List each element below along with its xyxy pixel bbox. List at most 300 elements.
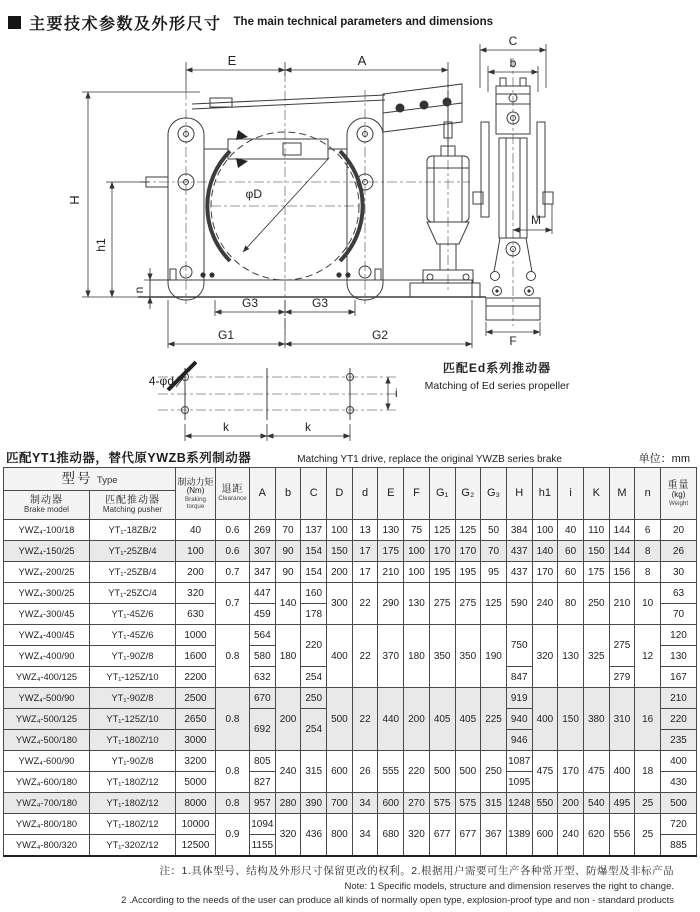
table-cell: 405 [455,688,481,751]
table-cell: 70 [661,604,697,625]
table-cell: 170 [455,541,481,562]
table-cell: 827 [250,772,276,793]
table-cell: 40 [558,520,584,541]
header-pusher-en: Matching pusher [102,505,163,515]
table-cell: 325 [583,625,609,688]
dim-label-H: H [67,195,82,205]
table-cell: 22 [352,625,378,688]
table-cell: 167 [661,667,697,688]
table-cell: YWZ₄-800/180 [4,814,90,835]
header-dim-M: M [609,468,635,520]
header-dim-G2: G₂ [455,468,481,520]
header-weight-zh: 重量 [667,480,690,492]
table-cell: 178 [301,604,327,625]
table-cell: 310 [609,688,635,751]
table-cell: 437 [506,562,532,583]
dim-label-C: C [508,34,518,48]
table-cell: 200 [558,793,584,814]
header-type [4,468,176,491]
table-cell: 60 [558,562,584,583]
header-clearance-en: Clearance [218,495,247,503]
header-dim-n: n [635,468,661,520]
table-cell: 34 [352,793,378,814]
technical-drawing [0,34,700,447]
parameters-table [3,467,697,857]
dim-label-h1: h1 [94,238,108,252]
table-cell: YT₁-180Z/12 [90,814,176,835]
table-cell: 22 [352,583,378,625]
table-cell: 0.8 [216,793,250,814]
note-en-2: 2 .According to the needs of the user can produce all kinds of normally open type, explosion-proof type and non - standard products [121,894,674,906]
table-cell: 254 [301,667,327,688]
table-cell: 320 [532,625,558,688]
dim-label-G3-right: G3 [311,296,329,310]
dim-label-G1: G1 [217,328,235,342]
table-cell: 275 [609,625,635,667]
table-row [4,793,697,814]
table-cell: 235 [661,730,697,751]
table-cell: 12500 [176,835,216,857]
table-cell: 130 [378,520,404,541]
table-cell: 170 [558,751,584,793]
table-cell: YT₁-90Z/8 [90,688,176,709]
table-cell: 275 [455,583,481,625]
dim-label-F: F [509,334,517,348]
table-cell: 600 [327,751,353,793]
table-cell: 367 [481,814,507,857]
table-cell: 290 [378,583,404,625]
table-cell: 630 [176,604,216,625]
table-cell: YWZ₄-300/45 [4,604,90,625]
table-cell: 130 [404,583,430,625]
table-cell: 250 [481,751,507,793]
table-cell: 0.7 [216,583,250,625]
table-cell: 100 [176,541,216,562]
table-cell: 500 [455,751,481,793]
table-cell: 195 [429,562,455,583]
table-cell: 315 [481,793,507,814]
table-cell: 500 [327,688,353,751]
table-cell: 156 [609,562,635,583]
table-cell: 210 [378,562,404,583]
table-cell: 225 [481,688,507,751]
table-cell: 692 [250,709,276,751]
table-cell: YWZ₄-100/18 [4,520,90,541]
table-cell: 180 [275,625,301,688]
table-cell: 140 [532,541,558,562]
table-cell: 144 [609,541,635,562]
table-cell: 75 [404,520,430,541]
table-cell: 670 [250,688,276,709]
header-pusher-zh: 匹配推动器 [105,495,160,507]
table-cell: 280 [275,793,301,814]
table-cell: 269 [250,520,276,541]
table-row [4,562,697,583]
table-cell: 946 [506,730,532,751]
header-clearance [216,468,250,520]
dim-label-A: A [357,53,367,68]
table-cell: YWZ₄-600/180 [4,772,90,793]
table-cell: 70 [275,520,301,541]
table-cell: 437 [506,541,532,562]
table-cell: YWZ₄-400/125 [4,667,90,688]
table-cell: 100 [327,520,353,541]
table-cell: 60 [558,541,584,562]
table-cell: 320 [404,814,430,857]
table-cell: 175 [583,562,609,583]
table-cell: 750 [506,625,532,667]
table-cell: 847 [506,667,532,688]
table-cell: 140 [275,583,301,625]
table-cell: 540 [583,793,609,814]
table-cell: 130 [661,646,697,667]
table-cell: 100 [404,562,430,583]
table-cell: 17 [352,541,378,562]
table-cell: YWZ₄-400/90 [4,646,90,667]
table-cell: 1094 [250,814,276,835]
dim-label-k-left: k [223,420,229,434]
header-torque-unit: (Nm) [186,486,205,496]
table-cell: YT₁-180Z/12 [90,793,176,814]
table-cell: 175 [378,541,404,562]
dim-label-M: M [531,213,541,227]
table-cell: 0.8 [216,625,250,688]
table-cell: YT₁-180Z/12 [90,772,176,793]
table-cell: 70 [481,541,507,562]
table-cell: 347 [250,562,276,583]
header-dim-F: F [404,468,430,520]
table-cell: YWZ₄-500/180 [4,730,90,751]
table-cell: 250 [301,688,327,709]
plan-view [168,362,354,420]
table-cell: 447 [250,583,276,604]
table-cell: YWZ₄-800/320 [4,835,90,857]
table-cell: 10 [635,583,661,625]
table-cell: 95 [481,562,507,583]
table-cell: 436 [301,814,327,857]
section-title [0,0,700,34]
table-cell: 1155 [250,835,276,857]
table-unit: 单位：mm [638,453,690,465]
table-cell: 154 [301,541,327,562]
table-cell: 307 [250,541,276,562]
table-cell: YT₁-25ZB/4 [90,541,176,562]
header-dim-h1: h1 [532,468,558,520]
table-row [4,583,697,604]
table-cell: 80 [558,583,584,625]
header-dim-G1: G₁ [429,468,455,520]
table-cell: 220 [661,709,697,730]
table-cell: YWZ₄-400/45 [4,625,90,646]
table-cell: 90 [275,541,301,562]
table-cell: 600 [378,793,404,814]
table-cell: 270 [404,793,430,814]
note-en-1: Note: 1 Specific models, structure and dimension reserves the right to change. [344,880,674,892]
table-cell: 110 [583,520,609,541]
table-cell: YT₁-125Z/10 [90,709,176,730]
dim-label-n: n [132,286,146,294]
table-cell: 63 [661,583,697,604]
table-cell: 315 [301,751,327,793]
header-matching-pusher [90,491,176,520]
dim-label-i: i [395,386,398,400]
table-caption-en: Matching YT1 drive, replace the original YWZB series brake [297,454,562,465]
table-cell: 1248 [506,793,532,814]
header-dim-C: C [301,468,327,520]
table-cell: 720 [661,814,697,835]
dim-label-E: E [227,53,237,68]
dim-label-holes: 4-φd [148,374,174,388]
header-type-en: Type [96,475,118,487]
table-cell: 0.8 [216,751,250,793]
table-cell: 200 [176,562,216,583]
table-cell: 170 [429,541,455,562]
header-brake-zh: 制动器 [30,495,63,507]
header-dim-d: d [352,468,378,520]
table-cell: 100 [404,541,430,562]
table-cell: 13 [352,520,378,541]
table-cell: 575 [455,793,481,814]
table-cell: 275 [429,583,455,625]
table-cell: 600 [532,814,558,857]
table-cell: 459 [250,604,276,625]
table-cell: 100 [532,520,558,541]
table-cell: 6 [635,520,661,541]
header-dim-K: K [583,468,609,520]
table-cell: YWZ₄-150/25 [4,541,90,562]
table-cell: 144 [609,520,635,541]
table-cell: 500 [429,751,455,793]
header-type-zh: 型号 [61,471,93,487]
table-cell: 17 [352,562,378,583]
table-cell: 1600 [176,646,216,667]
table-cell: 8 [635,562,661,583]
table-cell: 564 [250,625,276,646]
table-cell: YWZ₄-700/180 [4,793,90,814]
table-cell: 350 [455,625,481,688]
table-cell: YT₁-25ZB/4 [90,562,176,583]
table-row [4,814,697,835]
table-cell: 50 [481,520,507,541]
table-cell: 885 [661,835,697,857]
header-dim-H: H [506,468,532,520]
table-cell: YWZ₄-200/25 [4,562,90,583]
table-cell: 150 [583,541,609,562]
page-title-en: The main technical parameters and dimensions [233,16,493,28]
table-cell: 500 [661,793,697,814]
table-cell: YT₁-45Z/6 [90,604,176,625]
header-dim-i: i [558,468,584,520]
table-cell: 550 [532,793,558,814]
front-view [138,84,486,300]
table-cell: 16 [635,688,661,751]
table-cell: 555 [378,751,404,793]
table-cell: 2650 [176,709,216,730]
table-cell: 400 [532,688,558,751]
notes [0,857,700,907]
header-dim-D: D [327,468,353,520]
header-weight [661,468,697,520]
table-cell: 300 [327,583,353,625]
header-brake-en: Brake model [24,505,69,515]
header-dim-E: E [378,468,404,520]
table-cell: 390 [301,793,327,814]
table-cell: 125 [455,520,481,541]
header-dim-A: A [250,468,276,520]
table-cell: 12 [635,625,661,688]
table-cell: 430 [661,772,697,793]
table-row [4,541,697,562]
table-cell: 240 [558,814,584,857]
header-weight-unit: (kg) [671,490,686,500]
table-cell: 20 [661,520,697,541]
table-cell: 125 [429,520,455,541]
table-cell: 380 [583,688,609,751]
table-cell: 495 [609,793,635,814]
table-cell: 590 [506,583,532,625]
table-cell: 34 [352,814,378,857]
table-cell: 680 [378,814,404,857]
table-cell: 400 [327,625,353,688]
table-cell: YT₁-125Z/10 [90,667,176,688]
table-cell: YWZ₄-300/25 [4,583,90,604]
table-cell: 400 [661,751,697,772]
table-cell: 2500 [176,688,216,709]
table-cell: 130 [558,625,584,688]
table-cell: 800 [327,814,353,857]
table-cell: 137 [301,520,327,541]
table-cell: 0.6 [216,541,250,562]
table-cell: 195 [455,562,481,583]
centerlines [140,58,513,410]
table-cell: 919 [506,688,532,709]
table-cell: 120 [661,625,697,646]
table-cell: 25 [635,793,661,814]
header-dim-G3: G₃ [481,468,507,520]
table-cell: 26 [352,751,378,793]
table-cell: YT₁-18ZB/2 [90,520,176,541]
table-cell: 40 [176,520,216,541]
table-cell: YWZ₄-600/90 [4,751,90,772]
table-cell: 1000 [176,625,216,646]
table-cell: 210 [661,688,697,709]
table-cell: 805 [250,751,276,772]
table-cell: 1087 [506,751,532,772]
table-cell: 254 [301,709,327,751]
table-cell: 0.7 [216,562,250,583]
table-cell: 125 [481,583,507,625]
table-cell: 180 [404,625,430,688]
header-torque [176,468,216,520]
table-cell: 475 [532,751,558,793]
table-cell: 957 [250,793,276,814]
table-body [4,520,697,857]
table-row [4,625,697,646]
dim-label-G3-left: G3 [241,296,259,310]
table-cell: 370 [378,625,404,688]
header-brake-model [4,491,90,520]
table-cell: 220 [301,625,327,667]
table-cell: 210 [609,583,635,625]
table-cell: 279 [609,667,635,688]
dim-label-G2: G2 [371,328,389,342]
table-row [4,520,697,541]
header-clearance-zh: 退距 [221,484,244,496]
table-cell: 400 [609,751,635,793]
dim-label-phiD: φD [245,187,262,201]
table-cell: 150 [558,688,584,751]
table-cell: 154 [301,562,327,583]
table-cell: 0.9 [216,814,250,857]
table-cell: 150 [327,541,353,562]
table-caption [0,447,700,467]
drawing-caption-en: Matching of Ed series propeller [424,380,570,392]
table-cell: 3000 [176,730,216,751]
note-zh: 注：1.具体型号、结构及外形尺寸保留更改的权利。2.根据用户需要可生产各种常开型、防爆型及非标产品 [159,865,674,877]
table-cell: 240 [532,583,558,625]
table-cell: YT₁-90Z/8 [90,646,176,667]
table-cell: 575 [429,793,455,814]
table-cell: 200 [327,562,353,583]
table-cell: 405 [429,688,455,751]
table-cell: 22 [352,688,378,751]
table-cell: 200 [275,688,301,751]
dim-label-b: b [509,56,517,70]
table-cell: 384 [506,520,532,541]
header-torque-zh: 制动力矩 [177,476,214,487]
table-cell: 677 [455,814,481,857]
table-cell: 700 [327,793,353,814]
table-cell: YT₁-45Z/6 [90,625,176,646]
table-row [4,751,697,772]
table-cell: 18 [635,751,661,793]
table-cell: 220 [404,751,430,793]
table-cell: YT₁-320Z/12 [90,835,176,857]
header-torque-en: Braking torque [185,496,206,510]
table-cell: YT₁-25ZC/4 [90,583,176,604]
table-cell: YWZ₄-500/125 [4,709,90,730]
table-cell: 632 [250,667,276,688]
table-cell: 25 [635,814,661,857]
table-cell: 1095 [506,772,532,793]
table-cell: 8 [635,541,661,562]
header-dim-b: b [275,468,301,520]
table-cell: 5000 [176,772,216,793]
title-bullet-square [8,16,21,29]
table-cell: 250 [583,583,609,625]
table-cell: 10000 [176,814,216,835]
table-cell: 170 [532,562,558,583]
table-cell: 190 [481,625,507,688]
header-weight-en: Weight [668,500,689,507]
table-cell: 90 [275,562,301,583]
table-cell: 160 [301,583,327,604]
table-caption-zh: 匹配YT1推动器，替代原YWZB系列制动器 [6,451,252,465]
drawing-caption-zh: 匹配Ed系列推动器 [442,361,552,375]
table-cell: 8000 [176,793,216,814]
table-cell: 0.6 [216,520,250,541]
table-cell: 1389 [506,814,532,857]
table-cell: 320 [176,583,216,604]
table-cell: 2200 [176,667,216,688]
table-cell: 0.8 [216,688,250,751]
table-row [4,688,697,709]
table-cell: 3200 [176,751,216,772]
table-cell: 350 [429,625,455,688]
table-cell: 320 [275,814,301,857]
table-cell: 440 [378,688,404,751]
dim-label-k-right: k [305,420,311,434]
